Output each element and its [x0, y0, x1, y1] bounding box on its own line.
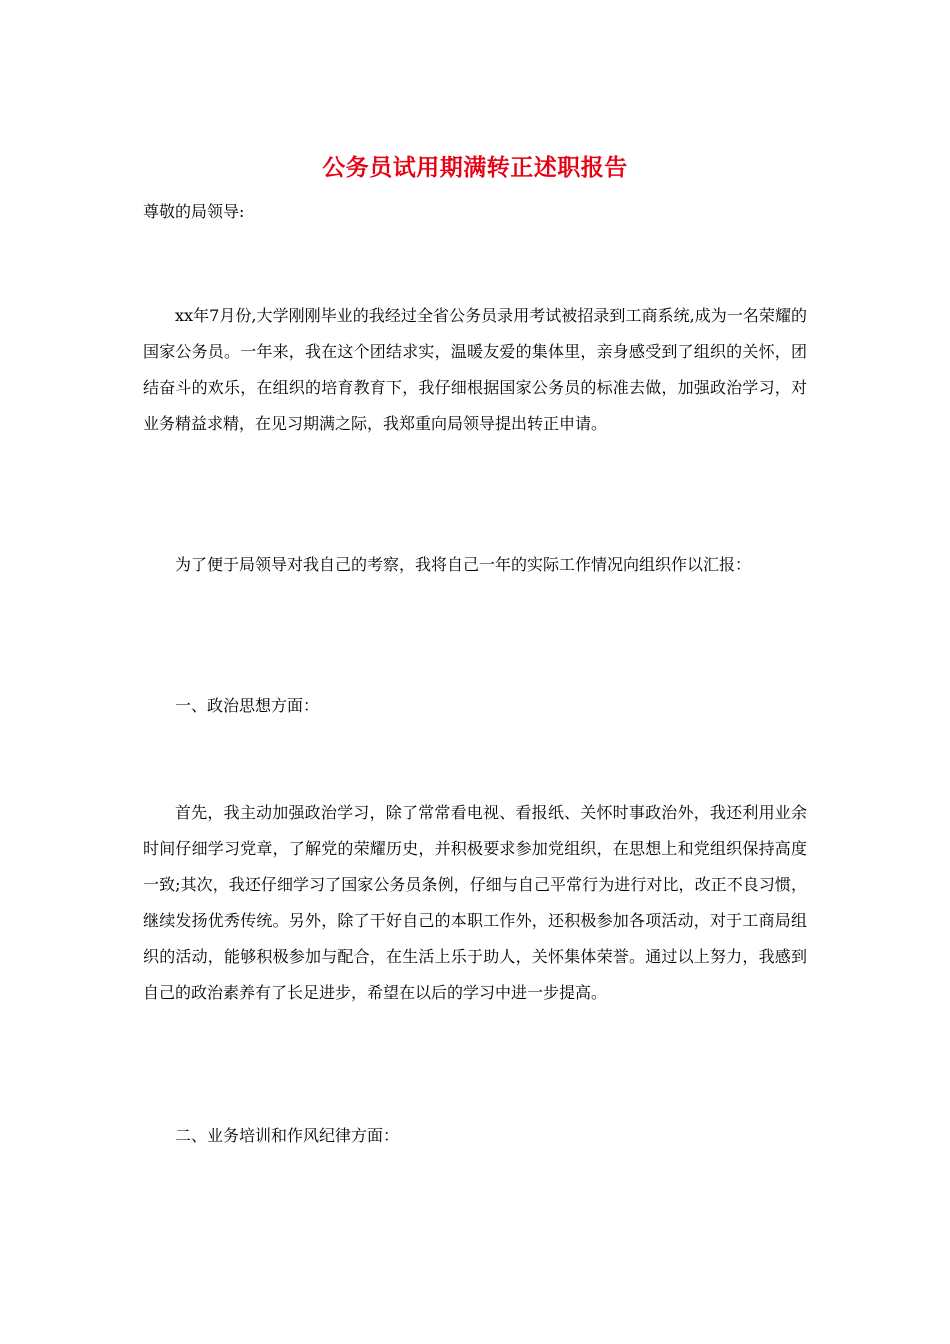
paragraph-political: 首先，我主动加强政治学习，除了常常看电视、看报纸、关怀时事政治外，我还利用业余时间仔细学习党章，了解党的荣耀历史，并积极要求参加党组织，在思想上和党组织保持高度一致;其次，我还仔细学习了国家公务员条例，仔细与自己平常行为进行对比，改正不良习惯，继续发扬优秀传统。另外，除了干好自己的本职工作外，还积极参加各项活动，对于工商局组织的活动，能够积极参加与配合，在生活上乐于助人，关怀集体荣誉。通过以上努力，我感到自己的政治素养有了长足进步，希望在以后的学习中进一步提高。	[143, 803, 807, 1002]
paragraph-report-lead: 为了便于局领导对我自己的考察，我将自己一年的实际工作情况向组织作以汇报：	[175, 555, 752, 574]
paragraph-intro: xx年7月份,大学刚刚毕业的我经过全省公务员录用考试被招录到工商系统,成为一名荣耀的国家公务员。一年来，我在这个团结求实，温暖友爱的集体里，亲身感受到了组织的关怀，团结奋斗的欢乐，在组织的培育教育下，我仔细根据国家公务员的标准去做，加强政治学习，对业务精益求精，在见习期满之际，我郑重向局领导提出转正申请。	[143, 306, 807, 433]
salutation: 尊敬的局领导:	[143, 202, 245, 221]
section-heading-training: 二、业务培训和作风纪律方面：	[175, 1126, 400, 1145]
section-heading-political: 一、政治思想方面：	[175, 696, 320, 715]
document-title: 公务员试用期满转正述职报告	[322, 154, 628, 181]
